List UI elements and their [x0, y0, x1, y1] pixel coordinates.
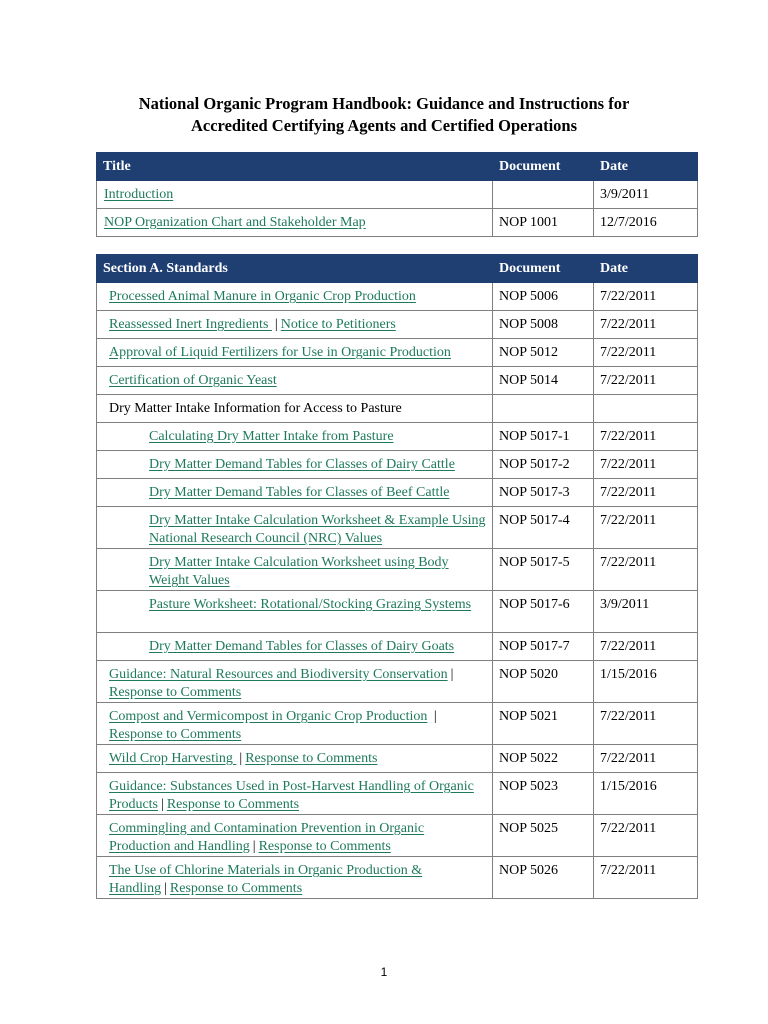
response-to-comments-link[interactable]: Response to Comments — [245, 751, 378, 766]
document-number: NOP 5026 — [493, 857, 594, 899]
document-date: 7/22/2011 — [594, 857, 698, 899]
document-number: NOP 5017-6 — [493, 591, 594, 633]
document-date — [594, 395, 698, 423]
table-row — [97, 633, 698, 661]
column-header-document: Document — [493, 255, 594, 283]
response-to-comments-link[interactable]: Response to Comments — [166, 797, 300, 812]
table-row — [97, 549, 698, 591]
document-link[interactable]: Compost and Vermicompost in Organic Crop Production — [109, 709, 428, 724]
separator: | — [161, 797, 164, 812]
document-link[interactable]: Guidance: Substances Used in Post-Harvest Handling of Organic Products — [109, 779, 474, 812]
table-row — [97, 209, 698, 237]
document-date: 7/22/2011 — [594, 479, 698, 507]
separator: | — [274, 317, 278, 332]
column-header-date: Date — [594, 255, 698, 283]
column-header-date: Date — [594, 153, 698, 181]
document-number: NOP 5017-3 — [493, 479, 594, 507]
table-row — [97, 311, 698, 339]
table-row — [97, 857, 698, 899]
table-row — [97, 591, 698, 633]
document-link[interactable]: Guidance: Natural Resources and Biodiversity Conservation — [109, 667, 448, 682]
response-to-comments-link[interactable]: Response to Comments — [258, 839, 391, 854]
document-link[interactable]: Dry Matter Intake Calculation Worksheet & Example Using National Research Council (NRC) Values — [149, 513, 486, 546]
document-date: 7/22/2011 — [594, 451, 698, 479]
separator: | — [450, 667, 454, 682]
notice-link[interactable]: Notice to Petitioners — [280, 317, 396, 332]
document-date: 1/15/2016 — [594, 661, 698, 703]
document-number: NOP 5017-1 — [493, 423, 594, 451]
table-row — [97, 661, 698, 703]
separator: | — [239, 751, 243, 766]
document-link[interactable]: Dry Matter Demand Tables for Classes of Beef Cattle — [149, 485, 450, 500]
section-a-standards-table — [96, 254, 698, 899]
document-link[interactable]: Commingling and Contamination Prevention in Organic Production and Handling — [109, 821, 425, 854]
org-chart-link[interactable]: NOP Organization Chart and Stakeholder Map — [104, 215, 366, 230]
table-row — [97, 815, 698, 857]
table-row — [97, 423, 698, 451]
column-header-section: Section A. Standards — [97, 255, 493, 283]
document-date: 7/22/2011 — [594, 311, 698, 339]
introduction-link[interactable]: Introduction — [104, 187, 174, 202]
table-row — [97, 507, 698, 549]
table-row — [97, 395, 698, 423]
document-number: NOP 5006 — [493, 283, 594, 311]
document-number — [493, 395, 594, 423]
document-link[interactable]: Processed Animal Manure in Organic Crop Production — [109, 289, 416, 304]
separator: | — [430, 709, 437, 724]
document-number: NOP 5008 — [493, 311, 594, 339]
table-row — [97, 703, 698, 745]
document-link[interactable]: Certification of Organic Yeast — [109, 373, 277, 388]
table-row — [97, 773, 698, 815]
document-link[interactable]: The Use of Chlorine Materials in Organic Production & Handling — [109, 863, 423, 896]
document-number — [493, 181, 594, 209]
table-row — [97, 339, 698, 367]
general-documents-table — [96, 152, 698, 237]
document-date: 12/7/2016 — [594, 209, 698, 237]
document-title — [0, 93, 768, 137]
response-to-comments-link[interactable]: Response to Comments — [109, 685, 242, 700]
table-row — [97, 745, 698, 773]
document-date: 7/22/2011 — [594, 423, 698, 451]
page-number: 1 — [380, 965, 388, 979]
document-number: NOP 5017-7 — [493, 633, 594, 661]
document-number: NOP 5017-4 — [493, 507, 594, 549]
document-link[interactable]: Dry Matter Intake Calculation Worksheet using Body Weight Values — [149, 555, 449, 588]
document-link[interactable]: Dry Matter Demand Tables for Classes of Dairy Goats — [149, 639, 455, 654]
document-number: NOP 5020 — [493, 661, 594, 703]
table-row — [97, 283, 698, 311]
document-date: 7/22/2011 — [594, 633, 698, 661]
document-number: NOP 5022 — [493, 745, 594, 773]
document-number: NOP 5023 — [493, 773, 594, 815]
document-date: 3/9/2011 — [594, 181, 698, 209]
document-number: NOP 5021 — [493, 703, 594, 745]
separator: | — [252, 839, 256, 854]
document-date: 3/9/2011 — [594, 591, 698, 633]
document-date: 7/22/2011 — [594, 507, 698, 549]
column-header-document: Document — [493, 153, 594, 181]
table-row — [97, 479, 698, 507]
document-number: NOP 5017-2 — [493, 451, 594, 479]
document-date: 7/22/2011 — [594, 283, 698, 311]
table-row — [97, 451, 698, 479]
table-header-row — [97, 255, 698, 283]
document-date: 7/22/2011 — [594, 815, 698, 857]
table-row — [97, 181, 698, 209]
document-link[interactable]: Approval of Liquid Fertilizers for Use in Organic Production — [109, 345, 451, 360]
document-number: NOP 5014 — [493, 367, 594, 395]
document-date: 7/22/2011 — [594, 745, 698, 773]
document-date: 7/22/2011 — [594, 549, 698, 591]
document-number: NOP 5017-5 — [493, 549, 594, 591]
document-number: NOP 5012 — [493, 339, 594, 367]
document-link[interactable]: Reassessed Inert Ingredients — [109, 317, 272, 332]
document-date: 7/22/2011 — [594, 339, 698, 367]
separator: | — [164, 881, 167, 896]
document-link[interactable]: Pasture Worksheet: Rotational/Stocking Grazing Systems — [149, 597, 472, 612]
document-link[interactable]: Wild Crop Harvesting — [109, 751, 237, 766]
document-date: 1/15/2016 — [594, 773, 698, 815]
document-link[interactable]: Dry Matter Demand Tables for Classes of Dairy Cattle — [149, 457, 455, 472]
column-header-title: Title — [97, 153, 493, 181]
response-to-comments-link[interactable]: Response to Comments — [109, 727, 242, 742]
document-title-line-2: Accredited Certifying Agents and Certified Operations — [190, 116, 578, 135]
document-title-line-1: National Organic Program Handbook: Guidance and Instructions for — [138, 94, 630, 113]
response-to-comments-link[interactable]: Response to Comments — [169, 881, 303, 896]
document-number: NOP 5025 — [493, 815, 594, 857]
table-header-row — [97, 153, 698, 181]
document-date: 7/22/2011 — [594, 367, 698, 395]
subsection-heading: Dry Matter Intake Information for Access to Pasture — [97, 395, 493, 423]
document-date: 7/22/2011 — [594, 703, 698, 745]
table-row — [97, 367, 698, 395]
document-number: NOP 1001 — [493, 209, 594, 237]
document-link[interactable]: Calculating Dry Matter Intake from Pasture — [149, 429, 394, 444]
